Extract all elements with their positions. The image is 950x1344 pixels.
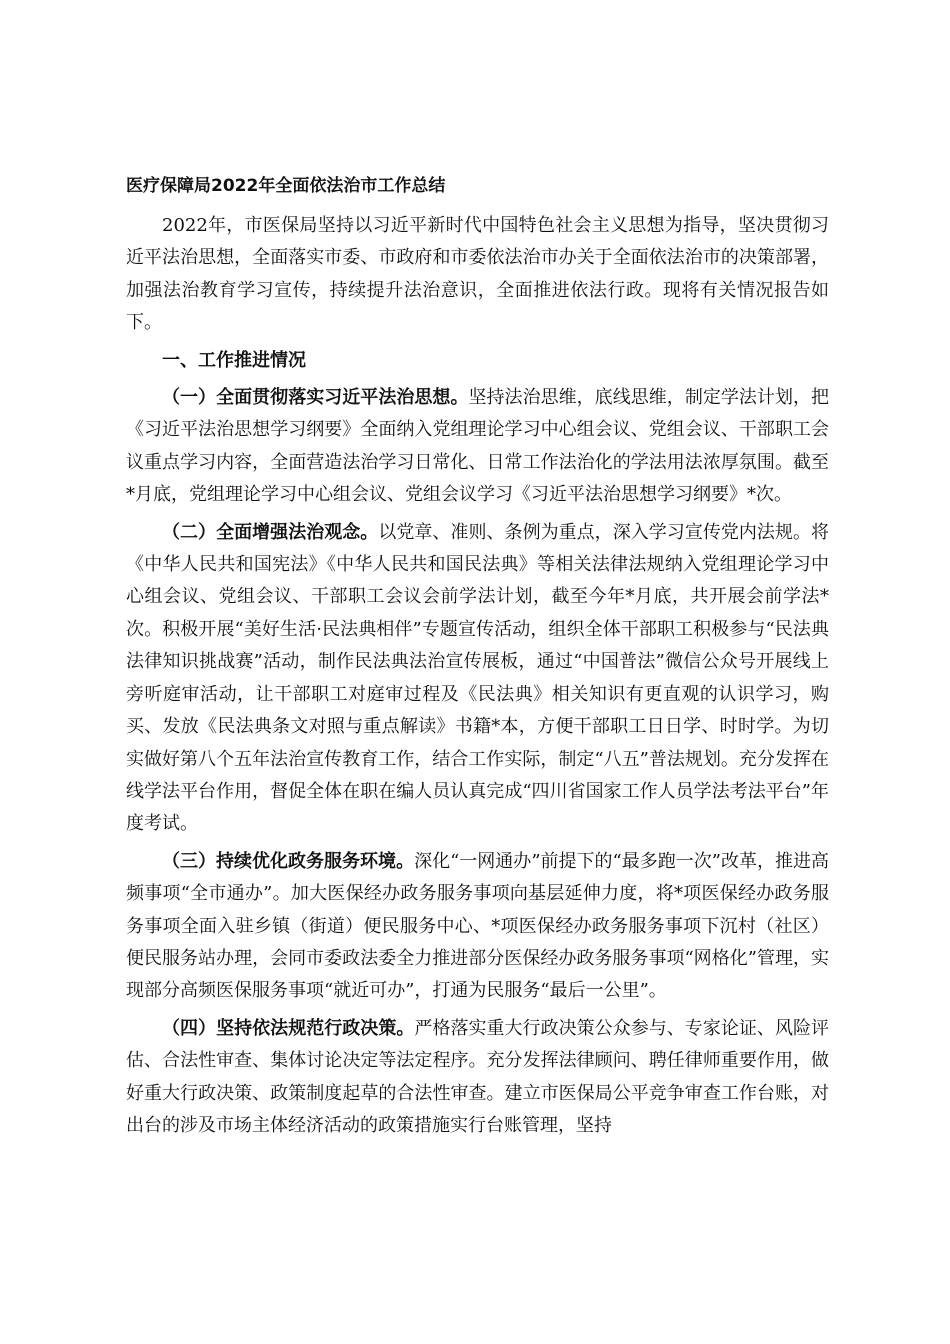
document-body xyxy=(126,210,829,1142)
item-paragraph-1 xyxy=(126,382,829,512)
item-paragraph-3 xyxy=(126,846,829,1008)
item-text-3: 深化“一网通办”前提下的“最多跑一次”改革，推进高频事项“全市通办”。加大医保经办政务服务事项向基层延伸力度，将*项医保经办政务服务事项全面入驻乡镇（街道）便民服务中心、*项医保经办政务服务事项下沉村（社区）便民服务站办理，会同市委政法委全力推进部分医保经办政务服务事项“网格化”管理，实现部分高频医保服务事项“就近可办”，打通为民服务“最后一公里”。 xyxy=(126,850,830,1002)
item-lead-4: （四）坚持依法规范行政决策。 xyxy=(162,1017,415,1039)
item-lead-2: （二）全面增强法治观念。 xyxy=(162,521,379,543)
item-paragraph-4 xyxy=(126,1013,829,1143)
intro-paragraph: 2022年，市医保局坚持以习近平新时代中国特色社会主义思想为指导，坚决贯彻习近平法治思想，全面落实市委、市政府和市委依法治市办关于全面依法治市的决策部署，加强法治教育学习宣传，持续提升法治意识，全面推进依法行政。现将有关情况报告如下。 xyxy=(126,215,829,334)
item-text-1: 坚持法治思维，底线思维，制定学法计划，把《习近平法治思想学习纲要》全面纳入党组理论学习中心组会议、党组会议、干部职工会议重点学习内容，全面营造法治学习日常化、日常工作法治化的学法用法浓厚氛围。截至*月底，党组理论学习中心组会议、党组会议学习《习近平法治思想学习纲要》*次。 xyxy=(126,387,830,506)
item-lead-1: （一）全面贯彻落实习近平法治思想。 xyxy=(162,387,469,409)
item-text-4: 严格落实重大行政决策公众参与、专家论证、风险评估、合法性审查、集体讨论决定等法定程序。充分发挥法律顾问、聘任律师重要作用，做好重大行政决策、政策制度起草的合法性审查。建立市医保局公平竞争审查工作台账，对出台的涉及市场主体经济活动的政策措施实行台账管理，坚持 xyxy=(126,1017,829,1136)
section-heading: 一、工作推进情况 xyxy=(162,349,306,371)
item-text-2: 以党章、准则、条例为重点，深入学习宣传党内法规。将《中华人民共和国宪法》《中华人民共和国民法典》等相关法律法规纳入党组理论学习中心组会议、党组会议、干部职工会议会前学法计划，截至今年*月底，共开展会前学法*次。积极开展“美好生活·民法典相伴”专题宣传活动，组织全体干部职工积极参与“民法典法律知识挑战赛”活动，制作民法典法治宣传展板，通过“中国普法”微信公众号开展线上旁听庭审活动，让干部职工对庭审过程及《民法典》相关知识有更直观的认识学习，购买、发放《民法典条文对照与重点解读》书籍*本，方便干部职工日日学、时时学。为切实做好第八个五年法治宣传教育工作，结合工作实际，制定“八五”普法规划。充分发挥在线学法平台作用，督促全体在职在编人员认真完成“四川省国家工作人员学法考法平台”年度考试。 xyxy=(126,521,830,835)
document-title: 医疗保障局2022年全面依法治市工作总结 xyxy=(126,176,446,196)
item-paragraph-2 xyxy=(126,517,829,841)
item-lead-3: （三）持续优化政务服务环境。 xyxy=(162,850,415,872)
